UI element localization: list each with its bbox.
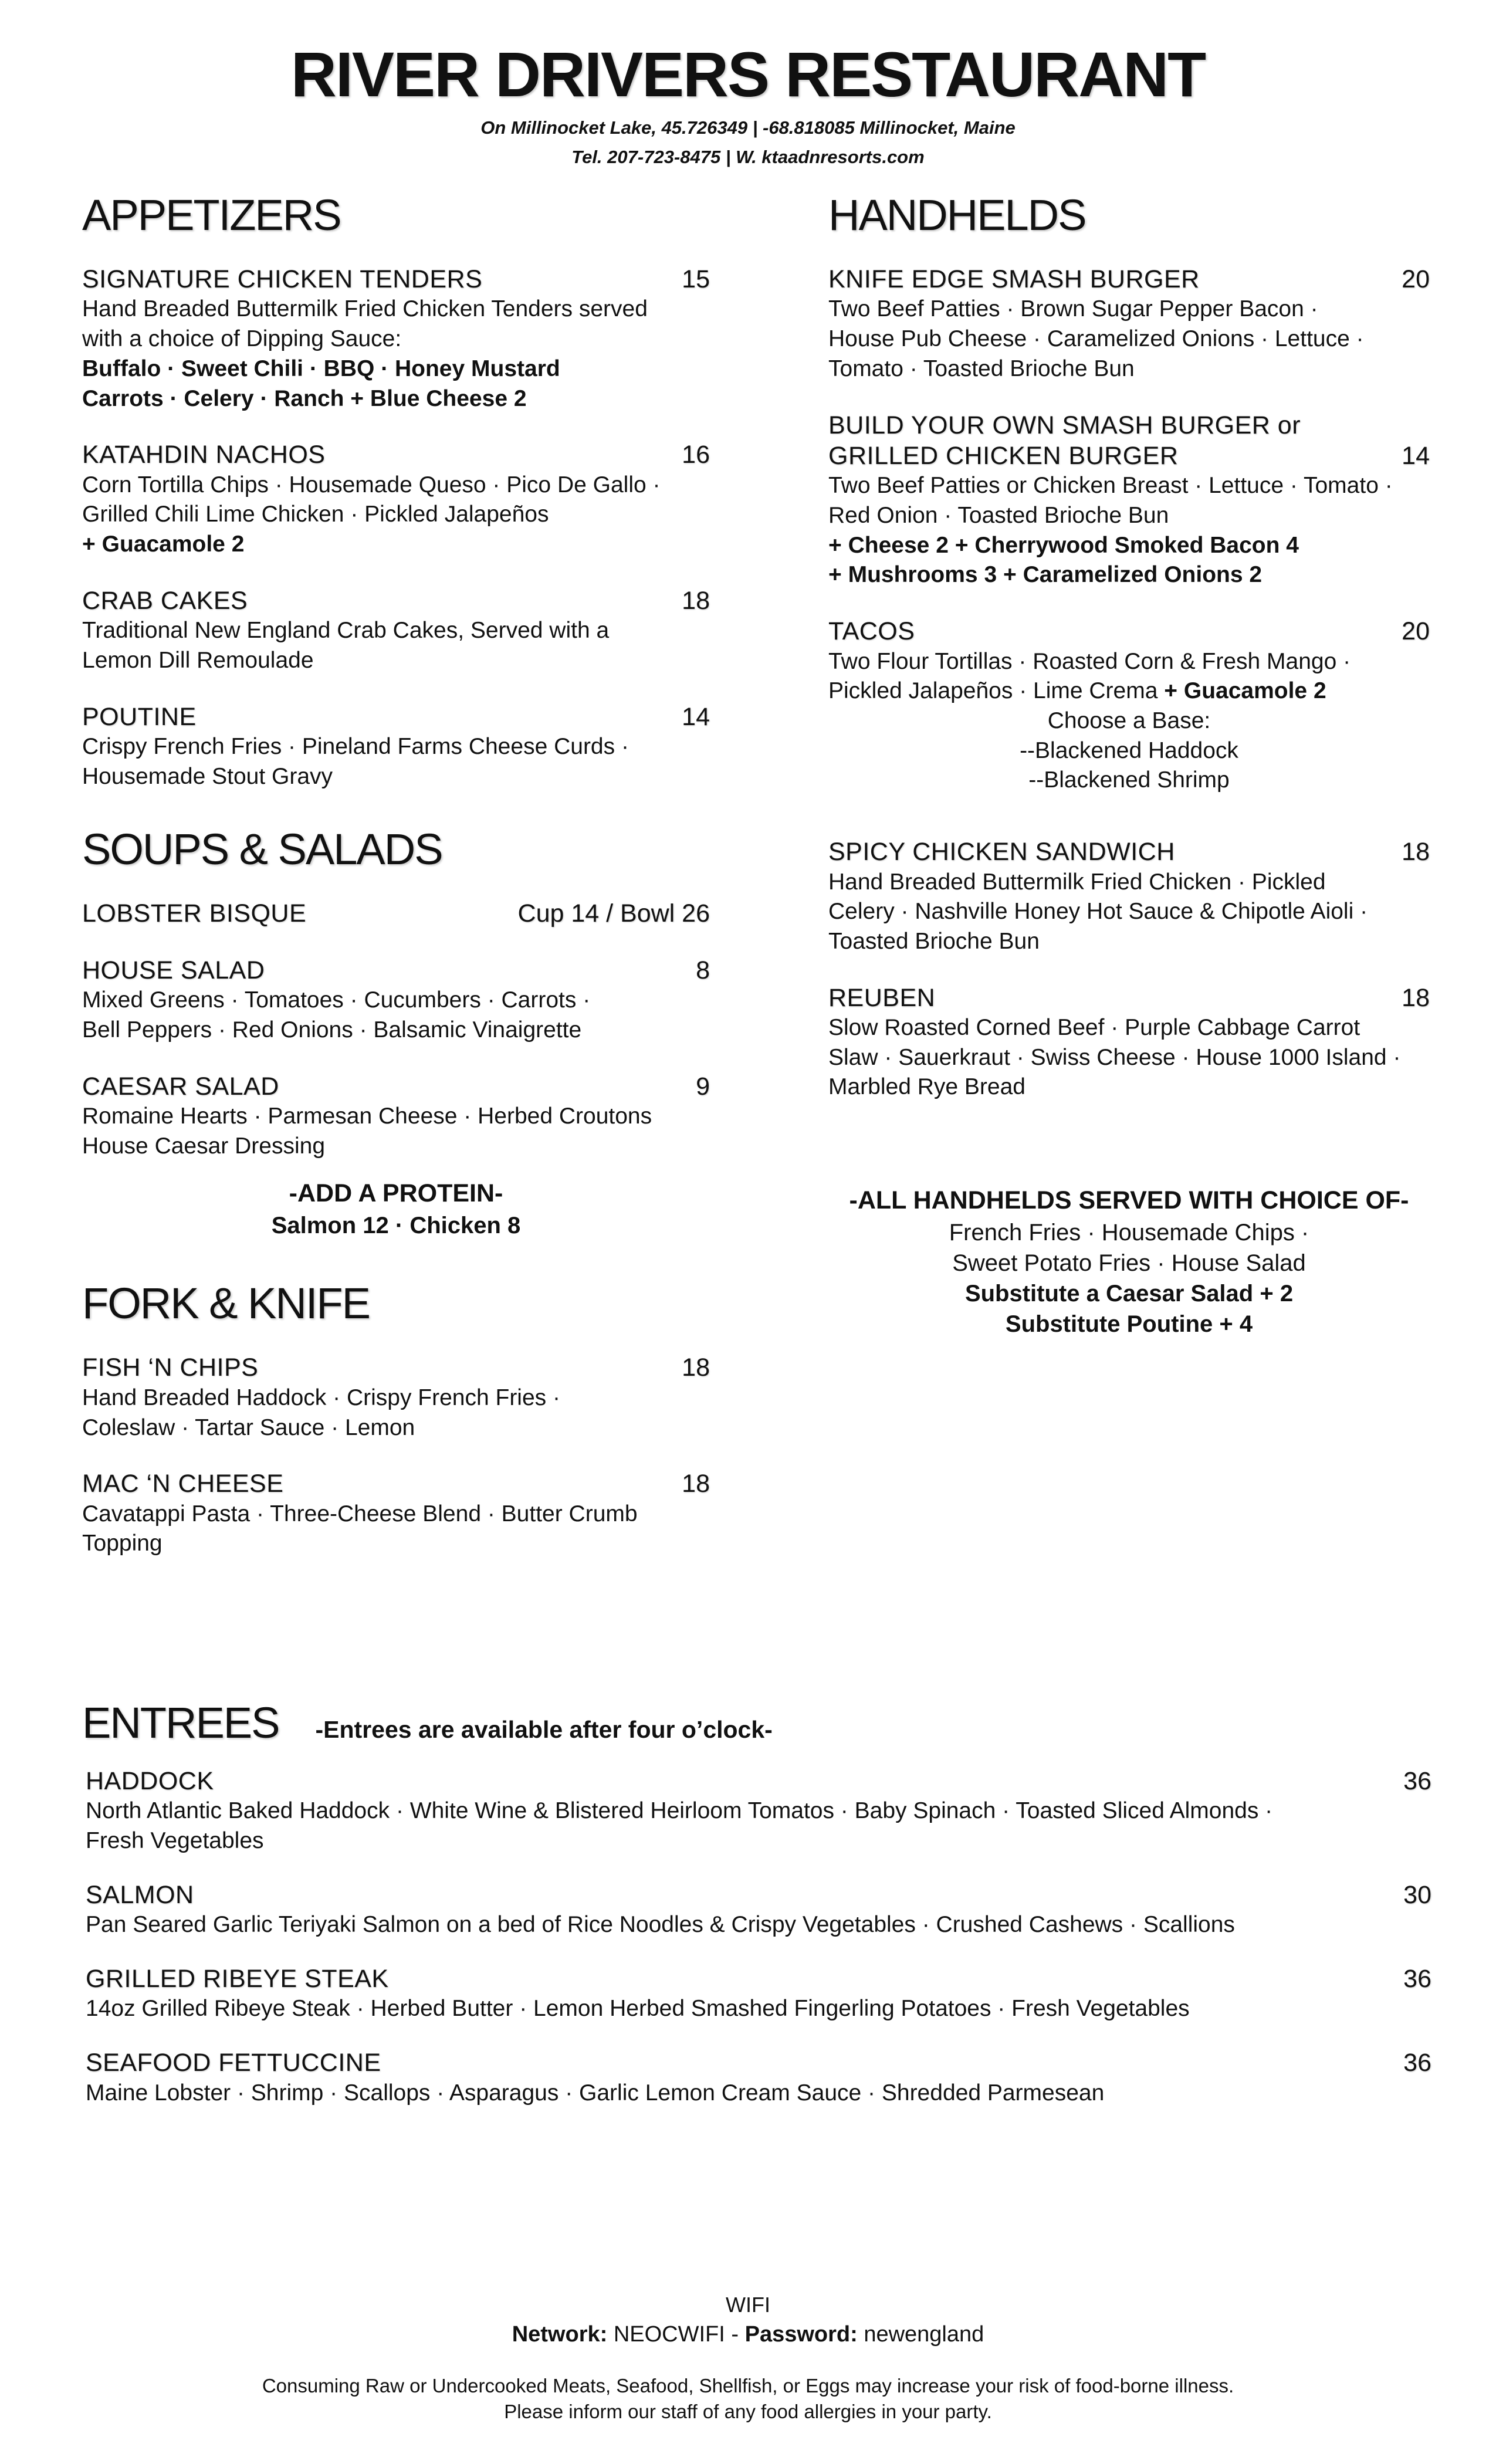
item-price: 18 xyxy=(682,1470,710,1498)
menu-item xyxy=(828,410,1430,591)
entrees-availability-note: -Entrees are available after four o’clock- xyxy=(315,1716,773,1743)
left-column xyxy=(82,191,710,1585)
item-desc: Toasted Brioche Bun xyxy=(828,928,1040,954)
item-desc: Hand Breaded Buttermilk Fried Chicken · Pickled xyxy=(828,869,1326,895)
disclaimer-line: Consuming Raw or Undercooked Meats, Seafood, Shellfish, or Eggs may increase your risk of food-borne illness. xyxy=(262,2374,1234,2397)
item-desc: House Pub Cheese · Caramelized Onions · Lettuce · xyxy=(828,326,1364,352)
menu-item xyxy=(828,264,1430,384)
item-desc: Maine Lobster · Shrimp · Scallops · Asparagus · Garlic Lemon Cream Sauce · Shredded Parmesean xyxy=(86,2080,1105,2106)
disclaimer-line: Please inform our staff of any food allergies in your party. xyxy=(504,2401,992,2423)
item-price: 15 xyxy=(682,265,710,293)
item-desc: Two Beef Patties · Brown Sugar Pepper Bacon · xyxy=(828,296,1318,322)
item-name: LOBSTER BISQUE xyxy=(82,899,307,928)
item-desc: Two Beef Patties or Chicken Breast · Lettuce · Tomato · xyxy=(828,473,1393,499)
appetizers-section xyxy=(82,191,710,791)
wifi-credentials xyxy=(0,2320,1496,2350)
item-desc: Traditional New England Crab Cakes, Served with a xyxy=(82,618,610,644)
item-price: 36 xyxy=(1403,1767,1431,1795)
handhelds-sides-note xyxy=(828,1184,1430,1339)
item-name: GRILLED RIBEYE STEAK xyxy=(86,1964,389,1993)
item-extra: Carrots · Celery · Ranch + Blue Cheese 2 xyxy=(82,385,527,411)
item-price: 36 xyxy=(1403,2049,1431,2077)
menu-item xyxy=(82,1964,1431,2024)
item-desc: Lemon Dill Remoulade xyxy=(82,647,314,673)
entrees-header xyxy=(82,1698,1431,1747)
restaurant-title: RIVER DRIVERS RESTAURANT xyxy=(290,39,1206,110)
section-title: HANDHELDS xyxy=(828,191,1086,239)
menu-item xyxy=(82,2047,1431,2108)
item-desc: Topping xyxy=(82,1531,163,1556)
item-name: CRAB CAKES xyxy=(82,586,248,615)
substitute-line: Substitute Poutine + 4 xyxy=(1005,1311,1253,1337)
contact-line: Tel. 207-723-8475 | W. ktaadnresorts.com xyxy=(571,146,925,167)
item-extra: + Cheese 2 + Cherrywood Smoked Bacon 4 xyxy=(828,532,1299,558)
item-price: Cup 14 / Bowl 26 xyxy=(517,899,710,928)
item-price: 36 xyxy=(1403,1964,1431,1993)
section-title: SOUPS & SALADS xyxy=(82,825,442,874)
menu-item xyxy=(82,898,710,929)
item-desc: Pan Seared Garlic Teriyaki Salmon on a bed of Rice Noodles & Crispy Vegetables · Crushed Cashews · Scallions xyxy=(86,1912,1235,1938)
item-price: 18 xyxy=(682,586,710,615)
menu-item xyxy=(82,1880,1431,1940)
item-desc: House Caesar Dressing xyxy=(82,1133,326,1159)
item-desc: Mixed Greens · Tomatoes · Cucumbers · Carrots · xyxy=(82,987,591,1013)
item-desc: Housemade Stout Gravy xyxy=(82,763,333,789)
item-name: TACOS xyxy=(828,617,915,646)
menu-item xyxy=(82,1468,710,1559)
menu-item xyxy=(82,585,710,676)
add-protein-note xyxy=(82,1177,710,1241)
item-price: 18 xyxy=(1402,838,1430,867)
item-name: POUTINE xyxy=(82,702,197,731)
substitute-line: Substitute a Caesar Salad + 2 xyxy=(964,1280,1294,1307)
item-name: KATAHDIN NACHOS xyxy=(82,441,326,469)
wifi-title: WIFI xyxy=(726,2293,770,2317)
sides-line: French Fries · Housemade Chips · xyxy=(949,1219,1309,1245)
menu-item xyxy=(828,616,1430,796)
soups-salads-section xyxy=(82,825,710,1241)
item-desc xyxy=(828,676,1430,706)
item-price: 30 xyxy=(1403,1880,1431,1909)
menu-item xyxy=(82,1766,1431,1856)
item-name: GRILLED CHICKEN BURGER xyxy=(828,441,1179,470)
menu-item xyxy=(82,439,710,560)
network-label: Network: xyxy=(512,2321,608,2347)
item-desc: Slaw · Sauerkraut · Swiss Cheese · House 1000 Island · xyxy=(828,1044,1401,1070)
item-desc: Bell Peppers · Red Onions · Balsamic Vinaigrette xyxy=(82,1017,582,1043)
item-name: SALMON xyxy=(86,1880,194,1909)
item-desc: Corn Tortilla Chips · Housemade Queso · Pico De Gallo · xyxy=(82,472,661,497)
food-safety-disclaimer xyxy=(0,2373,1496,2425)
item-choice: --Blackened Haddock xyxy=(1020,737,1238,763)
item-price: 20 xyxy=(1402,265,1430,293)
section-title: APPETIZERS xyxy=(82,191,341,239)
item-desc: Celery · Nashville Honey Hot Sauce & Chipotle Aioli · xyxy=(828,899,1368,925)
menu-item xyxy=(82,264,710,414)
menu-item xyxy=(82,955,710,1045)
fork-knife-section xyxy=(82,1279,710,1559)
item-price: 16 xyxy=(682,441,710,469)
item-desc: Marbled Rye Bread xyxy=(828,1074,1025,1100)
item-extra: + Guacamole 2 xyxy=(82,532,245,557)
item-price: 8 xyxy=(696,956,710,984)
menu-footer xyxy=(0,2291,1496,2425)
item-price: 18 xyxy=(1402,983,1430,1012)
item-desc: Fresh Vegetables xyxy=(86,1828,264,1854)
menu-header xyxy=(0,41,1496,172)
location-line: On Millinocket Lake, 45.726349 | -68.818085 Millinocket, Maine xyxy=(480,117,1016,138)
item-name: SEAFOOD FETTUCCINE xyxy=(86,2049,381,2077)
item-desc: 14oz Grilled Ribeye Steak · Herbed Butter · Lemon Herbed Smashed Fingerling Potatoes · Fresh Vegetables xyxy=(86,1996,1190,2022)
item-price: 14 xyxy=(1402,441,1430,470)
section-title: FORK & KNIFE xyxy=(82,1279,370,1328)
menu-item xyxy=(828,837,1430,957)
item-price: 20 xyxy=(1402,617,1430,646)
item-name: FISH ‘N CHIPS xyxy=(82,1353,259,1382)
menu-item xyxy=(828,983,1430,1103)
password-value: newengland xyxy=(857,2321,984,2347)
item-name: CAESAR SALAD xyxy=(82,1072,279,1101)
sides-line: Sweet Potato Fries · House Salad xyxy=(952,1250,1306,1276)
item-desc: Crispy French Fries · Pineland Farms Cheese Curds · xyxy=(82,734,629,759)
item-desc: Two Flour Tortillas · Roasted Corn & Fresh Mango · xyxy=(828,648,1351,674)
menu-item xyxy=(82,1352,710,1443)
item-name: BUILD YOUR OWN SMASH BURGER or xyxy=(828,411,1301,439)
item-name: SIGNATURE CHICKEN TENDERS xyxy=(82,265,483,293)
item-price: 9 xyxy=(696,1072,710,1101)
item-price: 18 xyxy=(682,1353,710,1382)
item-name: SPICY CHICKEN SANDWICH xyxy=(828,838,1175,867)
item-desc: Cavatappi Pasta · Three-Cheese Blend · Butter Crumb xyxy=(82,1501,638,1527)
item-name: MAC ‘N CHEESE xyxy=(82,1470,284,1498)
item-name: HADDOCK xyxy=(86,1767,214,1795)
section-title: ENTREES xyxy=(82,1698,279,1747)
item-desc: Hand Breaded Haddock · Crispy French Fries · xyxy=(82,1385,560,1410)
menu-item xyxy=(82,702,710,792)
entrees-section xyxy=(82,1698,1431,2131)
menu-item xyxy=(82,1071,710,1162)
sides-title: -ALL HANDHELDS SERVED WITH CHOICE OF- xyxy=(849,1186,1409,1215)
item-choice: --Blackened Shrimp xyxy=(1028,767,1230,793)
item-desc: Grilled Chili Lime Chicken · Pickled Jalapeños xyxy=(82,502,549,527)
handhelds-section xyxy=(828,191,1430,1339)
item-desc: Red Onion · Toasted Brioche Bun xyxy=(828,503,1169,529)
item-desc: Romaine Hearts · Parmesan Cheese · Herbed Croutons xyxy=(82,1104,652,1129)
item-desc: Tomato · Toasted Brioche Bun xyxy=(828,356,1135,381)
item-desc: with a choice of Dipping Sauce: xyxy=(82,326,402,352)
item-price: 14 xyxy=(682,702,710,731)
item-choice: Choose a Base: xyxy=(1047,708,1211,733)
network-value: NEOCWIFI - xyxy=(607,2321,745,2347)
item-name: REUBEN xyxy=(828,983,936,1012)
add-protein-title: -ADD A PROTEIN- xyxy=(289,1179,503,1208)
item-desc: Slow Roasted Corned Beef · Purple Cabbage Carrot xyxy=(828,1015,1360,1041)
item-name: HOUSE SALAD xyxy=(82,956,265,984)
right-column xyxy=(828,191,1430,1339)
item-extra: + Mushrooms 3 + Caramelized Onions 2 xyxy=(828,562,1263,588)
item-desc: Hand Breaded Buttermilk Fried Chicken Tenders served xyxy=(82,296,648,322)
item-desc: North Atlantic Baked Haddock · White Wine & Blistered Heirloom Tomatos · Baby Spinach · Toasted Sliced Almonds · xyxy=(86,1798,1273,1824)
item-name: KNIFE EDGE SMASH BURGER xyxy=(828,265,1200,293)
item-desc-part: Pickled Jalapeños · Lime Crema xyxy=(828,678,1165,704)
password-label: Password: xyxy=(744,2321,858,2347)
item-extra: Buffalo · Sweet Chili · BBQ · Honey Mustard xyxy=(82,356,560,381)
add-protein-options: Salmon 12 · Chicken 8 xyxy=(271,1213,521,1239)
item-desc: Coleslaw · Tartar Sauce · Lemon xyxy=(82,1414,415,1440)
item-desc-bold: + Guacamole 2 xyxy=(1164,678,1326,704)
